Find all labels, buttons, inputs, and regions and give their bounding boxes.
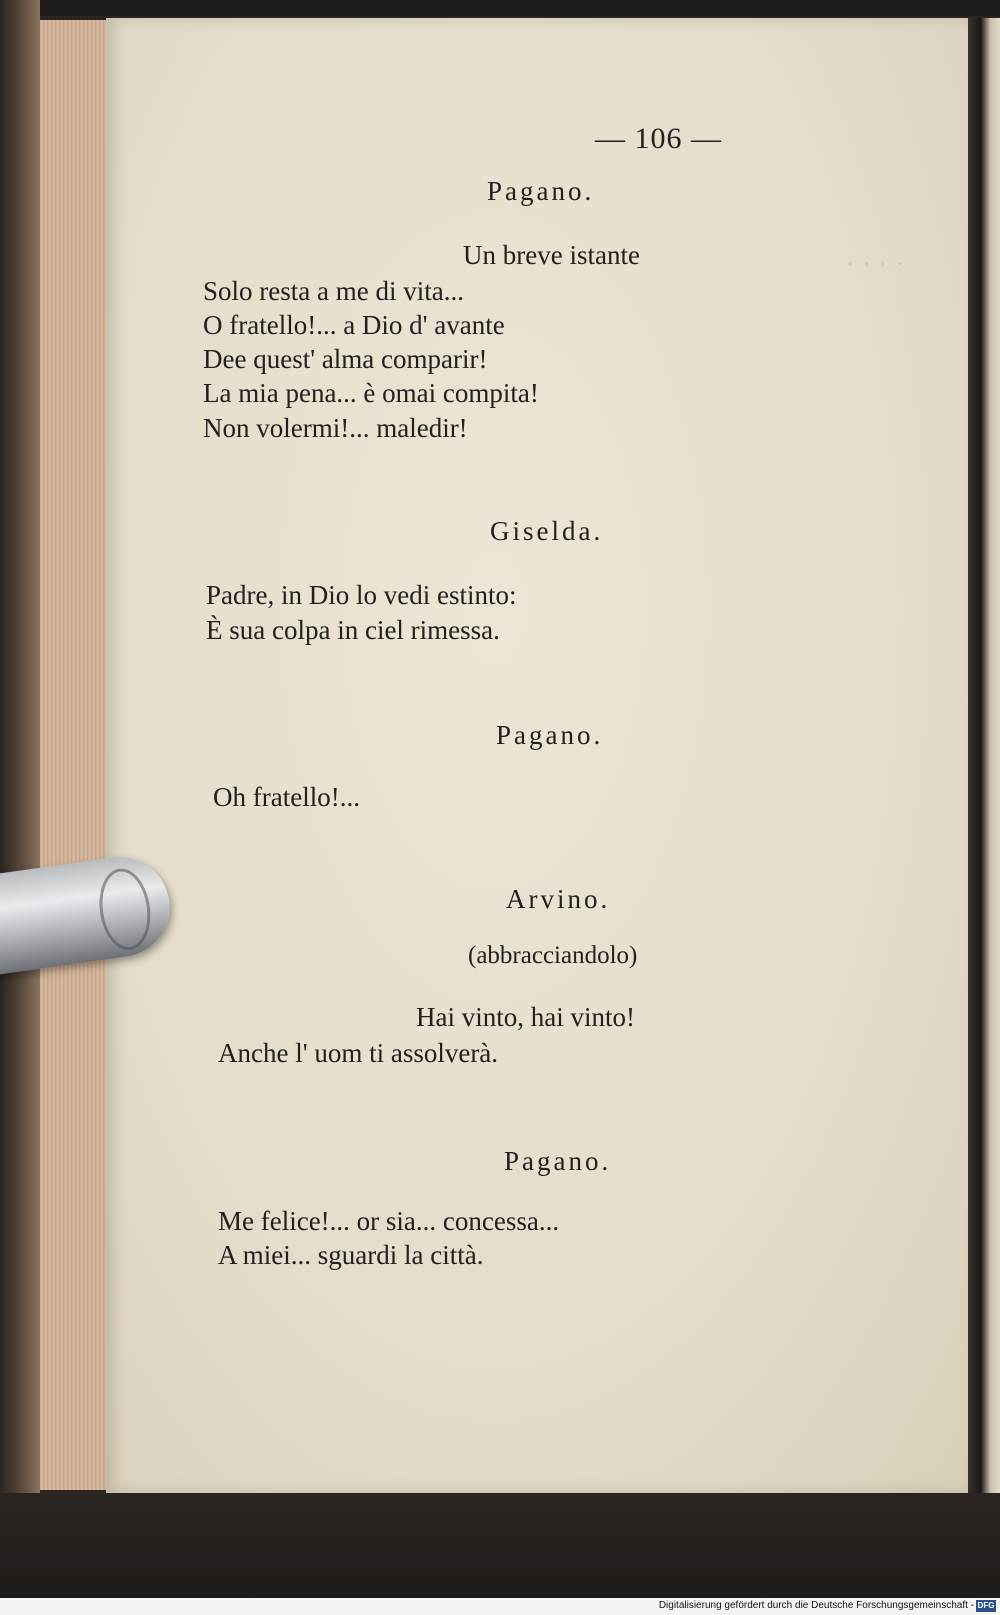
speaker-name: Giselda. [490,516,604,546]
speaker-name: Arvino. [506,884,611,914]
verse-line: Hai vinto, hai vinto! [416,1002,635,1032]
speaker-name: Pagano. [496,720,604,750]
verse-line: O fratello!... a Dio d' avante [203,310,505,340]
book-spine [0,0,40,1600]
page-number: — 106 — [595,122,722,155]
verse-line: È sua colpa in ciel rimessa. [206,615,500,645]
book-page [106,18,968,1493]
dfg-logo: DFG [977,1601,995,1610]
speaker-name: Pagano. [504,1146,612,1176]
scan-background [0,1493,1000,1598]
page-edges [40,20,110,1490]
facing-page-edge [968,18,1000,1498]
verse-line: Un breve istante [463,240,640,270]
verse-line: Padre, in Dio lo vedi estinto: [206,580,517,610]
verse-line: Solo resta a me di vita... [203,276,464,306]
verse-line: La mia pena... è omai compita! [203,378,539,408]
verse-line: Dee quest' alma comparir! [203,344,488,374]
verse-line: Me felice!... or sia... concessa... [218,1206,560,1236]
scan-top-edge [0,0,1000,16]
verse-line: Non volermi!... maledir! [203,413,468,443]
verse-line: Anche l' uom ti assolverà. [218,1038,499,1068]
verse-line: Oh fratello!... [213,782,360,812]
show-through: · · · · [846,250,904,280]
verse-line: A miei... sguardi la città. [218,1240,484,1270]
speaker-name: Pagano. [487,176,595,206]
footer-credit: Digitalisierung gefördert durch die Deutsche Forschungsgemeinschaft - [658,1600,974,1611]
stage-direction: (abbracciandolo) [468,942,638,969]
